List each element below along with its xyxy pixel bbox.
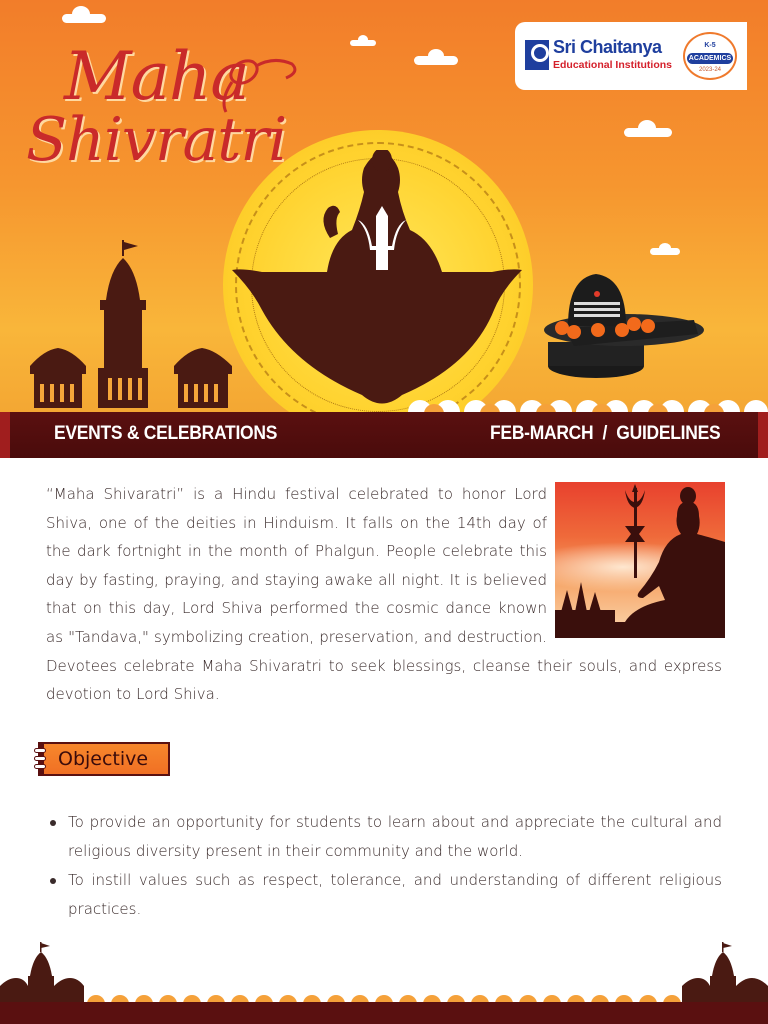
header-banner (0, 0, 768, 412)
title-line-2: Shivratri (26, 105, 287, 175)
cloud-decoration (414, 56, 458, 65)
logo-name: Sri Chaitanya (553, 37, 662, 57)
period-label: FEB-MARCH / GUIDELINES (489, 423, 720, 444)
badge-year-text: 2023-24 (698, 67, 722, 73)
intro-section (46, 480, 722, 709)
cloud-decoration (62, 14, 106, 23)
list-item (50, 808, 722, 866)
title-line-1: Maha (64, 38, 249, 115)
temple-icon (26, 240, 238, 410)
intro-paragraph: “Maha Shivaratri” is a Hindu festival celebrated to honor Lord Shiva, one of the deities in Hinduism. It falls on the 14th day of the dark fortnight in the month of Phalgun. People celebrate this day by fasting, praying, and staying awake all night. It is believed that on this day, Lord Shiva performed the cosmic dance known as "Tandava," symbolizing creation, preservation, and destruction. Devotees celebrate Maha Shivaratri to seek blessings, cleanse their souls, and express devotion to Lord Shiva. (46, 485, 722, 704)
bullet-icon (50, 878, 56, 884)
institution-logo (515, 22, 747, 90)
cloud-decoration (350, 40, 376, 46)
cloud-decoration (624, 128, 672, 137)
list-item (50, 866, 722, 924)
shivling-icon (534, 268, 704, 384)
objective-heading-tab (38, 742, 170, 776)
badge-top-text: K-5 (704, 42, 716, 49)
category-label: EVENTS & CELEBRATIONS (54, 423, 278, 444)
logo-subtitle: Educational Institutions (553, 59, 673, 71)
logo-mark-icon (525, 40, 549, 70)
badge-band-text: ACADEMICS (688, 55, 732, 62)
list-item-text: To instill values such as respect, tolerance, and understanding of different religious practices. (68, 871, 722, 918)
footer-decoration (0, 940, 768, 1024)
shiva-silhouette (232, 150, 522, 412)
shiva-meditation-image (555, 482, 725, 638)
damru-icon (212, 52, 302, 122)
bullet-icon (50, 820, 56, 826)
objective-list (50, 808, 722, 924)
objective-heading: Objective (58, 748, 149, 770)
scallop-border (400, 394, 768, 412)
cloud-decoration (650, 248, 680, 255)
academics-badge (683, 32, 737, 80)
section-bar (0, 412, 768, 458)
meditating-shiva-silhouette (555, 482, 725, 638)
footer-band (0, 1002, 768, 1024)
list-item-text: To provide an opportunity for students to learn about and appreciate the cultural and religious diversity present in their community and the world. (68, 813, 722, 860)
